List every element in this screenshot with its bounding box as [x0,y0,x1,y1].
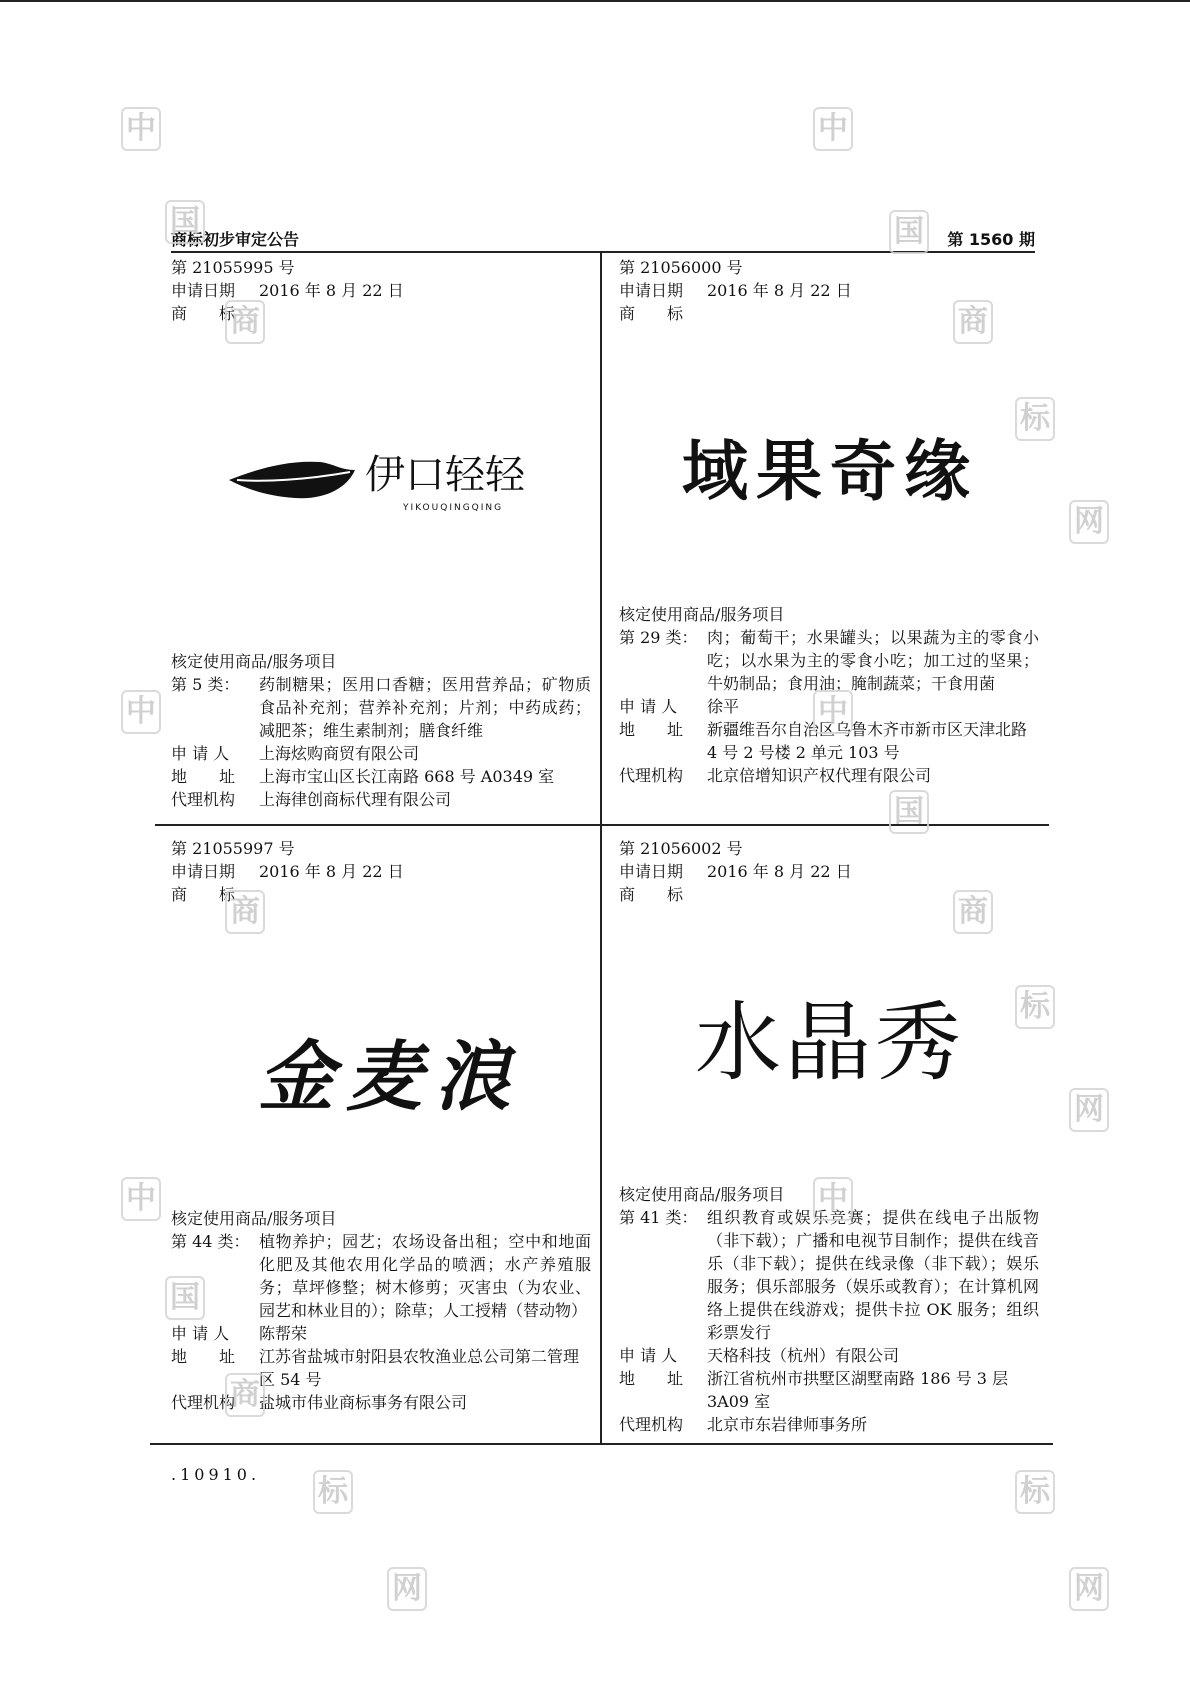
watermark-zhong-icon: 中 [813,690,853,734]
watermark-guo-icon: 国 [165,200,205,244]
watermark-zhong-icon: 中 [121,107,161,151]
applicant-row [171,1322,591,1345]
application-date-row [619,860,1039,883]
goods-title: 核定使用商品/服务项目 [619,605,785,624]
agent-row [619,1413,1039,1436]
agent: 北京市东岩律师事务所 [707,1415,868,1434]
applicant-label: 申 请 人 [171,1324,230,1343]
application-date: 2016 年 8 月 22 日 [259,862,404,881]
watermark-zhong-icon: 中 [813,1177,853,1221]
agent-row [619,764,1039,787]
goods-list: 组织教育或娱乐竞赛；提供在线电子出版物（非下载）；广播和电视节目制作；提供在线音乐（非下载）；提供在线录像（非下载）；娱乐服务；俱乐部服务（娱乐或教育）；在计算机网络上提供在线游戏；提供卡拉 OK 服务；组织彩票发行 [707,1208,1039,1342]
trademark-logo-yuguoqiyuan [670,420,990,510]
lips-logo-icon [225,440,535,520]
goods-list: 植物养护；园艺；农场设备出租；空中和地面化肥及其他农用化学品的喷洒；水产养殖服务；草坪修整；树木修剪；灭害虫（为农业、园艺和林业目的）；除草；人工授精（替动物） [259,1232,591,1320]
watermark-shang-icon: 商 [225,300,265,344]
class-label: 第 29 类： [619,628,698,647]
watermark-biao-icon: 标 [1015,1470,1055,1514]
applicant-label: 申 请 人 [619,1346,678,1365]
mark-chinese: 伊口轻轻 [365,452,525,498]
application-date: 2016 年 8 月 22 日 [707,862,852,881]
watermark-shang-icon: 商 [953,300,993,344]
page-title: 商标初步审定公告 [171,230,300,249]
agent-label: 代理机构 [171,1393,236,1412]
goods-list: 药制糖果；医用口香糖；医用营养品；矿物质食品补充剂；营养补充剂；片剂；中药成药；减肥茶；维生素制剂；膳食纤维 [259,675,591,740]
date-label: 申请日期 [171,281,236,300]
goods-title: 核定使用商品/服务项目 [619,1185,785,1204]
bottom-rule [150,1443,1053,1445]
entry-21055995-goods [171,650,591,811]
address: 上海市宝山区长江南路 668 号 A0349 室 [259,767,555,786]
watermark-wang-icon: 网 [1069,1567,1109,1611]
address-label: 地 址 [171,1347,236,1366]
mark-pinyin: YIKOUQINGQING [403,503,504,513]
watermark-biao-icon: 标 [1015,397,1055,441]
goods-class [619,626,1039,695]
date-label: 申请日期 [619,862,684,881]
applicant-row [171,742,591,765]
watermark-wang-icon: 网 [387,1567,427,1611]
address: 江苏省盐城市射阳县农牧渔业总公司第二管理区 54 号 [259,1347,580,1389]
address-label: 地 址 [619,1369,684,1388]
agent: 盐城市伟业商标事务有限公司 [259,1393,468,1412]
trademark-label: 商 标 [619,885,684,904]
watermark-zhong-icon: 中 [813,107,853,151]
address: 浙江省杭州市拱墅区湖墅南路 186 号 3 层 3A09 室 [707,1369,1009,1411]
address-label: 地 址 [171,767,236,786]
agent-label: 代理机构 [619,1415,684,1434]
watermark-wang-icon: 网 [1069,500,1109,544]
applicant: 徐平 [707,697,740,716]
watermark-zhong-icon: 中 [121,1177,161,1221]
trademark-label: 商 标 [171,885,236,904]
watermark-shang-icon: 商 [225,1373,265,1417]
trademark-logo-yikouqingqing [225,440,535,520]
date-label: 申请日期 [619,281,684,300]
applicant: 上海炫购商贸有限公司 [259,744,420,763]
date-label: 申请日期 [171,862,236,881]
goods-class [619,1206,1039,1344]
class-label: 第 5 类： [171,675,240,694]
applicant-row [619,1344,1039,1367]
trademark-label: 商 标 [171,304,236,323]
goods-title: 核定使用商品/服务项目 [171,652,337,671]
mark-chinese: 域果奇缘 [682,431,978,510]
registration-number: 第 21055997 号 [171,839,295,858]
watermark-biao-icon: 标 [313,1470,353,1514]
page-number: .10910. [171,1465,261,1484]
trademark-logo-shuijingxiu [670,980,990,1093]
registration-number: 第 21056002 号 [619,839,743,858]
applicant: 陈帮荣 [259,1324,308,1343]
mark-chinese: 水晶秀 [695,993,965,1093]
trademark-label: 商 标 [619,304,684,323]
application-date-row [619,279,1039,302]
goods-class [171,1230,591,1322]
goods-list: 肉；葡萄干；水果罐头；以果蔬为主的零食小吃；以水果为主的零食小吃；加工过的坚果；牛奶制品；食用油；腌制蔬菜；干食用菌 [707,628,1039,693]
applicant-label: 申 请 人 [171,744,230,763]
watermark-shang-icon: 商 [953,890,993,934]
applicant: 天格科技（杭州）有限公司 [707,1346,900,1365]
class-label: 第 41 类： [619,1208,698,1227]
address: 新疆维吾尔自治区乌鲁木齐市新市区天津北路 4 号 2 号楼 2 单元 103 号 [707,720,1028,762]
watermark-guo-icon: 国 [165,1276,205,1320]
address-row [171,765,591,788]
address-label: 地 址 [619,720,684,739]
issue-number: 第 1560 期 [947,230,1035,249]
agent-row [171,788,591,811]
center-divider [600,253,602,1443]
class-label: 第 44 类： [171,1232,250,1251]
goods-title: 核定使用商品/服务项目 [171,1209,337,1228]
applicant-label: 申 请 人 [619,697,678,716]
watermark-guo-icon: 国 [889,790,929,834]
registration-number: 第 21055995 号 [171,258,295,277]
agent: 北京倍增知识产权代理有限公司 [707,766,932,785]
application-date-row [171,860,591,883]
watermark-biao-icon: 标 [1015,985,1055,1029]
agent: 上海律创商标代理有限公司 [259,790,452,809]
watermark-zhong-icon: 中 [121,690,161,734]
agent-label: 代理机构 [171,790,236,809]
application-date: 2016 年 8 月 22 日 [707,281,852,300]
mark-chinese: 金麦浪 [258,1031,522,1121]
registration-number: 第 21056000 号 [619,258,743,277]
watermark-wang-icon: 网 [1069,1088,1109,1132]
trademark-logo-jinmailang [240,1020,540,1120]
agent-label: 代理机构 [619,766,684,785]
application-date-row [171,279,591,302]
application-date: 2016 年 8 月 22 日 [259,281,404,300]
goods-class [171,673,591,742]
watermark-guo-icon: 国 [889,210,929,254]
top-border [0,0,1190,2]
address-row [619,1367,1039,1413]
watermark-shang-icon: 商 [225,890,265,934]
